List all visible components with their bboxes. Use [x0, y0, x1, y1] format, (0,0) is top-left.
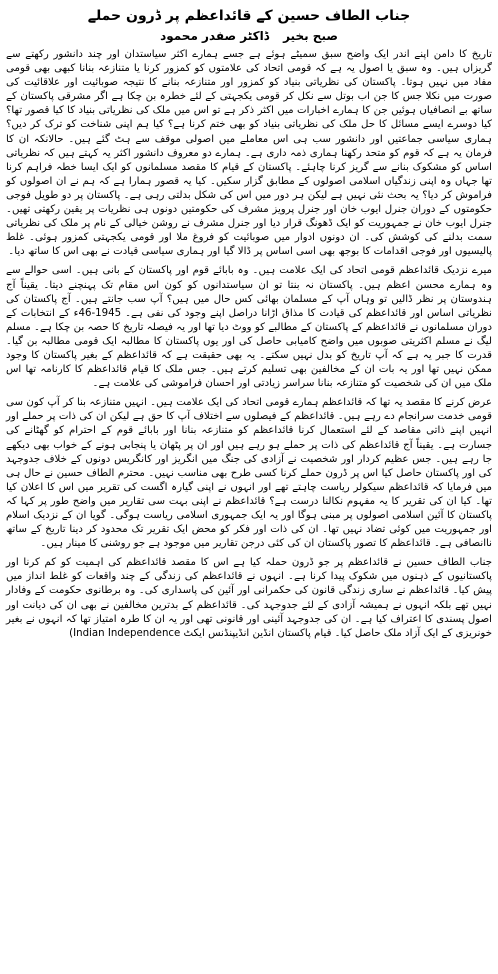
paragraph-4: [6, 556, 492, 641]
byline-author: ڈاکٹر صفدر محمود: [160, 29, 270, 43]
paragraph-3: عرض کرنے کا مقصد یہ تھا کہ قائداعظم ہمارے قومی اتحاد کی ایک علامت ہیں۔ انہیں متنازعہ بنا کر آپ کون سی قومی خدمت سرانجام دے رہے ہیں۔ قائداعظم کے فیصلوں سے اختلاف آپ کا حق ہے لیکن ان کی ذات پر حملے اور انہیں اپنے ذاتی مقاصد کے لئے استعمال کرنا قائداعظم کو متنازعہ بنانا اور بابائے قوم کے احترام کو گھٹانے کی جسارت ہے۔ یقیناً آج قائداعظم کی ذات پر حملے ہو رہے ہیں اور ان پر پٹھان یا پنجابی ہونے کے خواب بھی دیکھے جا رہے ہیں۔ جس عظیم کردار اور شخصیت نے آزادی کی جنگ میں انگریز اور کانگریس دونوں کے خلاف جدوجہد کی اور پاکستان حاصل کیا اس پر ڈرون حملے کرنا کسی طرح بھی مناسب نہیں۔ محترم الطاف حسین نے حال ہی میں فرمایا کہ قائداعظم سیکولر ریاست چاہتے تھے اور انہوں نے اپنی گیارہ اگست کی تقریر میں اس کا اعلان کیا تھا۔ کیا ان کی تقریر کا یہ مفہوم نکالنا درست ہے؟ قائداعظم نے اپنی بہت سی تقاریر میں واضح طور پر کہا کہ پاکستان کا آئین اسلامی اصولوں پر مبنی ہوگا اور یہ ایک جمہوری اسلامی ریاست ہوگی۔ گویا ان کے نزدیک اسلام اور جمہوریت میں کوئی تضاد نہیں تھا۔ ان کی ذات اور فکر کو محض ایک تقریر تک محدود کر دینا تاریخ کے ساتھ ناانصافی ہے۔ قائداعظم کا تصور پاکستان ان کی کئی درجن تقاریر میں موجود ہے جو روشنی کا مینار ہیں۔: [6, 397, 492, 550]
paragraph-1: تاریخ کا دامن اپنے اندر ایک واضح سبق سمیٹے ہوئے ہے جسے ہمارے اکثر سیاستدان اور چند دانشور رکھتے سے گریزاں ہیں۔ وہ سبق یا اصول یہ ہے کہ قومی اتحاد کی علامتوں کو کمزور کرنا یا متنازعہ بنانا کبھی بھی قومی مفاد میں نہیں ہوتا۔ پاکستان کی نظریاتی بنیاد کو کمزور اور متنازعہ بنانے کا نتیجہ صوبائیت اور علاقائیت کی صورت میں نکلا جس کا جن اب بوتل سے نکل کر قومی یکجہتی کے لئے خطرہ بن چکا ہے اگر مشرقی پاکستان کے ساتھ بے انصافیاں ہوئیں جن کا ہمارے اخبارات میں اکثر ذکر ہے تو اس میں ملک کی نظریاتی بنیاد کا کیا قصور تھا؟ کیا دوسرے ایسے مسائل کا حل ملک کی نظریاتی بنیاد کو بھی ختم کرنا ہے؟ کیا ہم اپنی شناخت کو ترک کر دیں؟ ہماری سیاسی جماعتیں اور دانشور سب ہی اس معاملے میں اصولی موقف سے ہٹ گئے ہیں۔ حالانکہ ان کا فرمان یہ ہے کہ قوم کو متحد رکھنا ہماری ذمہ داری ہے۔ ہمارے دو معروف دانشور اکثر یہ کہتے ہیں کہ نظریاتی اساس کو مشکوک بنانے سے گریز کرنا چاہئے۔ پاکستان کے قیام کا مقصد مسلمانوں کو ایک ایسا خطہ فراہم کرنا تھا جہاں وہ اپنی زندگیاں اسلامی اصولوں کے مطابق گزار سکیں۔ کیا یہ قصور ہمارا ہے کہ ہم نے ان اصولوں کو فراموش کر دیا؟ یہ بحث نئی نہیں ہے لیکن ہر دور میں اس کی شکل بدلتی رہی ہے۔ پاکستان پر دو طویل فوجی حکومتوں کے دوران جنرل ایوب خان اور جنرل پرویز مشرف کی حکومتیں دونوں ہی نظریات پر یقین رکھتی تھیں۔ جنرل ایوب خان نے جمہوریت کو ایک ڈھونگ قرار دیا اور جنرل مشرف نے روشن خیالی کے نام پر ملک کی نظریاتی سمت بدلنے کی کوشش کی۔ ان دونوں ادوار میں صوبائیت کو فروغ ملا اور قومی یکجہتی کمزور ہوئی۔ غلط پالیسیوں اور فوجی اقدامات کا بوجھ بھی اسی اساس پر ڈالا گیا اور ہماری سیاسی قیادت نے بھی اس کا ساتھ دیا۔: [6, 49, 492, 258]
english-term: (Indian Independence: [69, 627, 181, 639]
paragraph-4-text: جناب الطاف حسین نے قائداعظم پر جو ڈرون حملہ کیا ہے اس کا مقصد قائداعظم کی اہمیت کو کم کرنا اور پاکستانیوں کے ذہنوں میں شکوک پیدا کرنا ہے۔ انہوں نے قائداعظم کی زندگی کے چند واقعات کو غلط انداز میں پیش کیا۔ قائداعظم نے ساری زندگی قانون کی حکمرانی اور آئین کی پاسداری کی۔ وہ برطانوی حکومت کے وفادار نہیں تھے بلکہ انہوں نے ہمیشہ آزادی کے لئے جدوجہد کی۔ قائداعظم کے بدترین مخالفین نے بھی ان کی دیانت اور اصول پسندی کا اعتراف کیا ہے۔ ان کی جدوجہد آئینی اور قانونی تھی اور یہ ان کا طرہ امتیاز تھا کہ انہوں نے بغیر خونریزی کے ایک آزاد ملک حاصل کیا۔ قیام پاکستان انڈین انڈیپنڈنس ایکٹ: [6, 557, 492, 639]
byline-column-name: صبح بخیر: [283, 29, 338, 43]
article-body: [6, 48, 492, 641]
byline: [6, 28, 492, 44]
paragraph-2: میرے نزدیک قائداعظم قومی اتحاد کی ایک علامت ہیں۔ وہ بابائے قوم اور پاکستان کے بانی ہیں۔ اسی حوالے سے وہ ہمارے محسن اعظم ہیں۔ پاکستان نہ بنتا تو ان سیاستدانوں کو کون اس مقام تک پہنچنے دیتا۔ یقیناً آج ہندوستان پر نظر ڈالیں تو وہاں آپ کے مسلمان بھائی کس حال میں ہیں؟ آپ سب جانتے ہیں۔ آج پاکستان کی نظریاتی اساس اور قائداعظم کی قیادت کا مذاق اڑانا دراصل اپنے وجود کی نفی ہے۔ 1945-46ء کے انتخابات کے دوران مسلمانوں نے قائداعظم کے پاکستان کے مطالبے کو ووٹ دیا تھا اور یہ فیصلہ تاریخ کا حصہ بن چکا ہے۔ مسلم لیگ نے مسلم اکثریتی صوبوں میں واضح کامیابی حاصل کی اور یوں پاکستان کا مطالبہ ایک قومی مطالبہ بن گیا۔ قدرت کا جبر یہ ہے کہ آپ تاریخ کو بدل نہیں سکتے۔ یہ بھی حقیقت ہے کہ قائداعظم کے بغیر پاکستان کا وجود ممکن نہیں تھا اور یہ بات ان کے مخالفین بھی تسلیم کرتے ہیں۔ جس ملک کا قیام قائداعظم کا کارنامہ تھا اس ملک میں ان کی شخصیت کو متنازعہ بنانا سراسر زیادتی اور احسان فراموشی کی علامت ہے۔: [6, 265, 492, 390]
article-title: جناب الطاف حسین کے قائداعظم پر ڈرون حملے: [87, 8, 411, 24]
